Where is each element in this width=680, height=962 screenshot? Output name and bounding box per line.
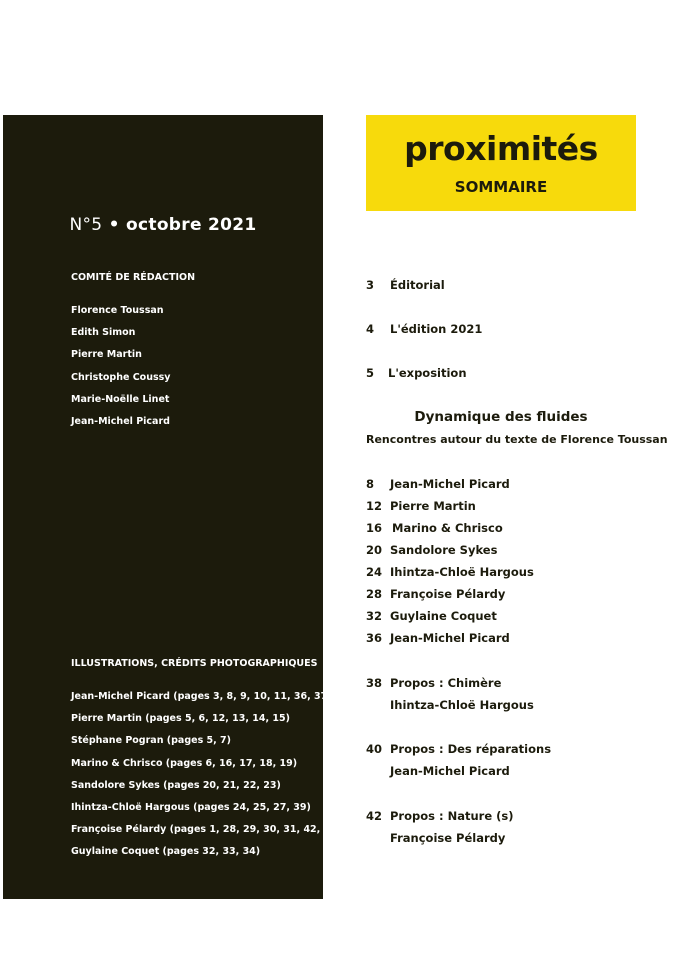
toc-label: Éditorial xyxy=(390,278,445,292)
committee-title: COMITÉ DE RÉDACTION xyxy=(71,272,196,283)
toc-entry[interactable] xyxy=(366,565,534,579)
committee-member: Jean-Michel Picard xyxy=(71,415,170,427)
brand-logo: proximités xyxy=(404,129,598,168)
issue-date: octobre 2021 xyxy=(126,215,257,235)
toc-label: Marino & Chrisco xyxy=(392,521,503,535)
toc-page-number: 5 xyxy=(366,366,375,380)
toc-entry[interactable] xyxy=(366,521,503,535)
page-title: SOMMAIRE xyxy=(454,178,548,196)
credit-item: Ihintza-Chloë Hargous (pages 24, 25, 27, 39) xyxy=(71,801,311,813)
toc-page-number: 4 xyxy=(366,322,375,336)
toc-label: L'exposition xyxy=(388,366,467,380)
toc-label: Guylaine Coquet xyxy=(390,609,497,623)
toc-author: Françoise Pélardy xyxy=(390,831,506,845)
toc-label: Jean-Michel Picard xyxy=(390,477,510,491)
committee-member: Florence Toussan xyxy=(71,305,164,316)
credit-item: Pierre Martin (pages 5, 6, 12, 13, 14, 15) xyxy=(71,713,290,725)
toc-label: Sandolore Sykes xyxy=(390,543,498,557)
toc-page-number: 40 xyxy=(366,742,383,756)
toc-label: Pierre Martin xyxy=(390,499,476,513)
committee-member: Marie-Noëlle Linet xyxy=(71,393,170,405)
toc-page-number: 36 xyxy=(366,631,383,645)
toc-label: Propos : Chimère xyxy=(390,676,502,690)
sidebar-panel xyxy=(3,115,352,899)
credits-list xyxy=(71,691,352,869)
toc-page-number: 28 xyxy=(366,587,383,601)
toc-author: Ihintza-Chloë Hargous xyxy=(390,698,534,712)
toc-label: Ihintza-Chloë Hargous xyxy=(390,565,534,579)
toc-entry[interactable] xyxy=(366,609,497,623)
toc-page-number: 16 xyxy=(366,521,383,535)
toc-entry[interactable] xyxy=(366,499,476,513)
feature-subtitle: Rencontres autour du texte de Florence Toussan xyxy=(366,433,668,446)
toc-entry[interactable] xyxy=(366,543,497,557)
toc-entry[interactable] xyxy=(366,322,482,336)
toc-entry[interactable] xyxy=(366,631,510,645)
toc-label: Jean-Michel Picard xyxy=(390,631,510,645)
committee-member: Christophe Coussy xyxy=(71,371,171,383)
credit-item: Sandolore Sykes (pages 20, 21, 22, 23) xyxy=(71,779,281,791)
masthead xyxy=(366,115,636,211)
toc-page-number: 20 xyxy=(366,543,383,557)
toc-entry[interactable] xyxy=(366,676,501,690)
toc-author: Jean-Michel Picard xyxy=(390,764,510,778)
toc-entry[interactable] xyxy=(366,366,467,380)
toc-label: L'édition 2021 xyxy=(390,322,483,336)
toc-page-number: 24 xyxy=(366,565,383,579)
toc-label: Françoise Pélardy xyxy=(390,587,506,601)
toc-page-number: 38 xyxy=(366,676,383,690)
committee-member: Pierre Martin xyxy=(71,349,142,361)
issue-number: N°5 xyxy=(69,215,103,235)
credit-item: Marino & Chrisco (pages 6, 16, 17, 18, 19) xyxy=(71,757,298,769)
credit-item: Stéphane Pogran (pages 5, 7) xyxy=(71,735,232,747)
toc-entry[interactable] xyxy=(366,809,514,823)
issue-separator: • xyxy=(108,215,120,235)
issue-line xyxy=(3,215,323,235)
credit-item: Guylaine Coquet (pages 32, 33, 34) xyxy=(71,846,261,858)
credit-item: Jean-Michel Picard (pages 3, 8, 9, 10, 11, 36, 37, 40) xyxy=(71,691,352,702)
toc-page-number: 32 xyxy=(366,609,383,623)
committee-list xyxy=(71,305,170,438)
toc-page-number: 8 xyxy=(366,477,375,491)
credit-item: Françoise Pélardy (pages 1, 28, 29, 30, 31, 42, 44) xyxy=(71,824,342,836)
credits-title: ILLUSTRATIONS, CRÉDITS PHOTOGRAPHIQUES xyxy=(71,658,318,669)
toc-page-number: 42 xyxy=(366,809,383,823)
toc-page-number: 3 xyxy=(366,278,375,292)
toc-entry[interactable] xyxy=(366,278,445,292)
toc-label: Propos : Des réparations xyxy=(390,742,552,756)
toc-entry[interactable] xyxy=(366,477,510,491)
committee-member: Edith Simon xyxy=(71,327,136,339)
toc-label: Propos : Nature (s) xyxy=(390,809,514,823)
feature-title: Dynamique des fluides xyxy=(414,409,588,425)
toc-page-number: 12 xyxy=(366,499,383,513)
toc-entry[interactable] xyxy=(366,742,551,756)
toc-entry[interactable] xyxy=(366,587,505,601)
